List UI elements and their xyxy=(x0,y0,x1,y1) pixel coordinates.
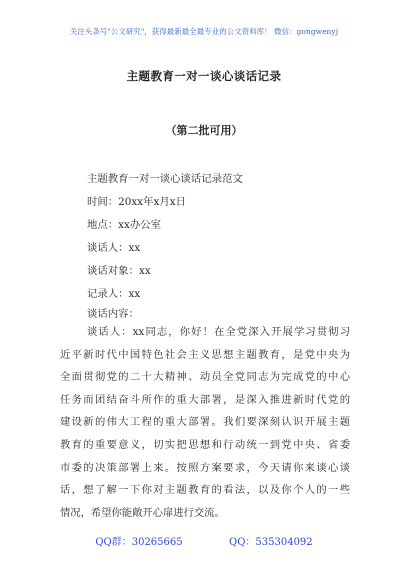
meta-time: 时间：20xx年x月x日 xyxy=(87,196,187,208)
paragraph-line: 全面贯彻党的二十大精神、动员全党同志为完成党的中心 xyxy=(60,371,350,384)
footer-qq: QQ：535304092 xyxy=(229,537,313,548)
header-promo-note xyxy=(0,26,408,37)
meta-recorder: 记录人：xx xyxy=(87,288,141,300)
document-title: 主题教育一对一谈心谈话记录 xyxy=(126,69,282,83)
header-promo-text: 关注头条号"公文研究"，获得最新最全最专业的公文资料库！ 微信：gongwenyj xyxy=(69,27,339,36)
meta-content-label: 谈话内容： xyxy=(87,308,139,320)
paragraph-line: 任务而团结奋斗所作的重大部署，是深入推进新时代党的 xyxy=(60,393,350,406)
document-subtitle: （第二批可用） xyxy=(165,124,243,137)
meta-heading: 主题教育一对一谈心谈话记录范文 xyxy=(87,173,243,185)
footer-contact xyxy=(0,533,408,548)
body-paragraph xyxy=(60,321,350,524)
paragraph-line: 近平新时代中国特色社会主义思想主题教育，是党中央为 xyxy=(60,348,350,361)
paragraph-line: 市委的决策部署上来。按照方案要求，今天请你来谈心谈 xyxy=(60,461,350,474)
paragraph-line: 建设新的伟大工程的重大部署。我们要深刻认识开展主题 xyxy=(60,416,350,429)
paragraph-line: 教育的重要意义，切实把思想和行动统一到党中央、省委 xyxy=(60,438,350,451)
paragraph-line: 情况，希望你能敞开心扉进行交流。 xyxy=(60,506,225,519)
meta-interviewee: 谈话对象：xx xyxy=(87,265,151,277)
meta-interviewer: 谈话人：xx xyxy=(87,242,141,254)
meta-location: 地点：xx办公室 xyxy=(87,219,162,231)
footer-qq-group: QQ群：30265665 xyxy=(95,537,183,548)
paragraph-line: 谈话人：xx同志，你好！在全党深入开展学习贯彻习 xyxy=(87,326,350,338)
paragraph-line: 话，想了解一下你对主题教育的看法，以及你个人的一些 xyxy=(60,484,350,497)
